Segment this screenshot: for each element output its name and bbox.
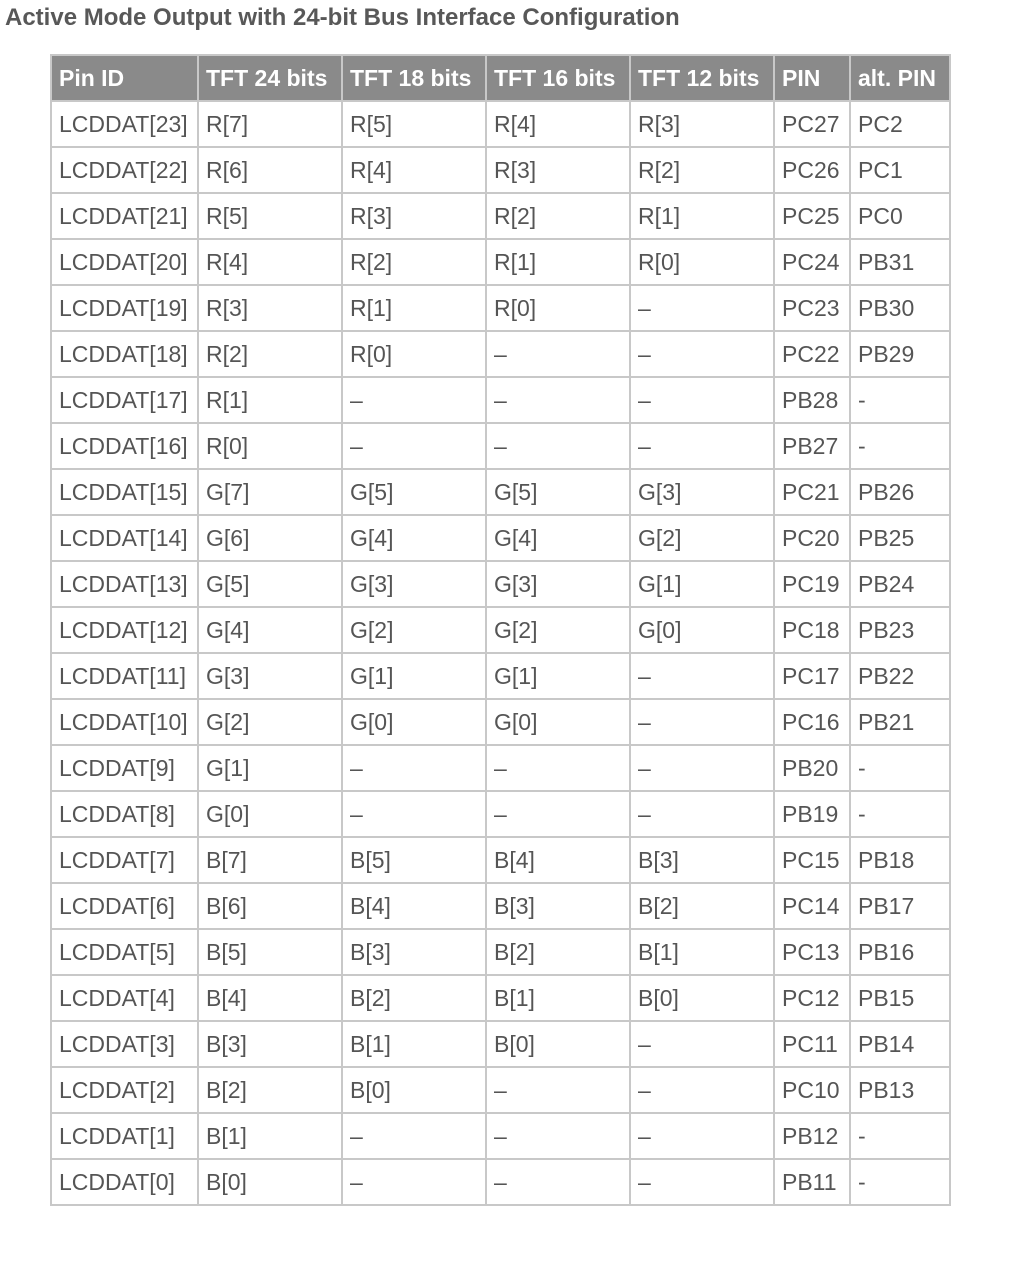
- cell-alt-pin: PC1: [850, 147, 950, 193]
- cell-tft-24-bits: R[0]: [198, 423, 342, 469]
- cell-tft-16-bits: –: [486, 377, 630, 423]
- cell-tft-12-bits: –: [630, 653, 774, 699]
- cell-tft-18-bits: R[4]: [342, 147, 486, 193]
- cell-tft-18-bits: B[5]: [342, 837, 486, 883]
- cell-tft-16-bits: –: [486, 423, 630, 469]
- cell-tft-18-bits: B[0]: [342, 1067, 486, 1113]
- cell-tft-24-bits: G[4]: [198, 607, 342, 653]
- table-row: [51, 975, 950, 1021]
- cell-tft-18-bits: G[0]: [342, 699, 486, 745]
- cell-tft-24-bits: R[1]: [198, 377, 342, 423]
- table-row: [51, 331, 950, 377]
- table-row: [51, 837, 950, 883]
- cell-pin: PC24: [774, 239, 850, 285]
- cell-tft-24-bits: G[7]: [198, 469, 342, 515]
- header-tft-18-bits: TFT 18 bits: [342, 55, 486, 101]
- cell-tft-16-bits: G[4]: [486, 515, 630, 561]
- cell-tft-12-bits: –: [630, 791, 774, 837]
- table-row: [51, 1021, 950, 1067]
- cell-tft-12-bits: B[0]: [630, 975, 774, 1021]
- cell-pin: PC22: [774, 331, 850, 377]
- cell-alt-pin: PC0: [850, 193, 950, 239]
- cell-pin: PB19: [774, 791, 850, 837]
- cell-tft-24-bits: B[3]: [198, 1021, 342, 1067]
- cell-pin: PB27: [774, 423, 850, 469]
- cell-tft-24-bits: R[5]: [198, 193, 342, 239]
- header-tft-24-bits: TFT 24 bits: [198, 55, 342, 101]
- cell-tft-12-bits: –: [630, 1113, 774, 1159]
- cell-tft-18-bits: B[1]: [342, 1021, 486, 1067]
- cell-tft-12-bits: –: [630, 1067, 774, 1113]
- cell-tft-12-bits: –: [630, 1159, 774, 1205]
- cell-alt-pin: PB16: [850, 929, 950, 975]
- cell-tft-16-bits: B[1]: [486, 975, 630, 1021]
- cell-tft-16-bits: –: [486, 1159, 630, 1205]
- header-pin: PIN: [774, 55, 850, 101]
- cell-tft-16-bits: G[0]: [486, 699, 630, 745]
- cell-tft-12-bits: –: [630, 1021, 774, 1067]
- cell-tft-16-bits: –: [486, 745, 630, 791]
- cell-pin-id: LCDDAT[18]: [51, 331, 198, 377]
- cell-pin: PB20: [774, 745, 850, 791]
- cell-tft-16-bits: R[4]: [486, 101, 630, 147]
- table-row: [51, 239, 950, 285]
- cell-pin: PC25: [774, 193, 850, 239]
- cell-pin-id: LCDDAT[15]: [51, 469, 198, 515]
- cell-tft-18-bits: R[3]: [342, 193, 486, 239]
- cell-alt-pin: PB15: [850, 975, 950, 1021]
- cell-pin-id: LCDDAT[10]: [51, 699, 198, 745]
- cell-tft-16-bits: –: [486, 331, 630, 377]
- cell-tft-24-bits: B[0]: [198, 1159, 342, 1205]
- cell-tft-12-bits: R[2]: [630, 147, 774, 193]
- cell-pin: PC20: [774, 515, 850, 561]
- cell-tft-16-bits: B[2]: [486, 929, 630, 975]
- cell-tft-16-bits: B[3]: [486, 883, 630, 929]
- cell-alt-pin: -: [850, 1159, 950, 1205]
- cell-tft-16-bits: R[3]: [486, 147, 630, 193]
- cell-pin-id: LCDDAT[0]: [51, 1159, 198, 1205]
- cell-alt-pin: PB23: [850, 607, 950, 653]
- cell-tft-12-bits: G[1]: [630, 561, 774, 607]
- table-row: [51, 653, 950, 699]
- table-row: [51, 607, 950, 653]
- header-tft-16-bits: TFT 16 bits: [486, 55, 630, 101]
- cell-alt-pin: -: [850, 791, 950, 837]
- cell-alt-pin: -: [850, 423, 950, 469]
- cell-tft-12-bits: –: [630, 699, 774, 745]
- cell-alt-pin: PB13: [850, 1067, 950, 1113]
- header-pin-id: Pin ID: [51, 55, 198, 101]
- cell-tft-16-bits: –: [486, 1113, 630, 1159]
- cell-tft-24-bits: B[7]: [198, 837, 342, 883]
- cell-alt-pin: PB30: [850, 285, 950, 331]
- cell-alt-pin: -: [850, 1113, 950, 1159]
- header-tft-12-bits: TFT 12 bits: [630, 55, 774, 101]
- table-row: [51, 147, 950, 193]
- table-row: [51, 515, 950, 561]
- cell-tft-24-bits: B[1]: [198, 1113, 342, 1159]
- cell-pin: PC16: [774, 699, 850, 745]
- table-row: [51, 929, 950, 975]
- cell-pin: PC26: [774, 147, 850, 193]
- cell-tft-12-bits: –: [630, 285, 774, 331]
- cell-alt-pin: PC2: [850, 101, 950, 147]
- cell-tft-16-bits: R[1]: [486, 239, 630, 285]
- cell-tft-16-bits: R[0]: [486, 285, 630, 331]
- cell-tft-12-bits: –: [630, 745, 774, 791]
- cell-tft-12-bits: B[3]: [630, 837, 774, 883]
- cell-tft-24-bits: G[6]: [198, 515, 342, 561]
- cell-pin-id: LCDDAT[4]: [51, 975, 198, 1021]
- table-row: [51, 1159, 950, 1205]
- cell-tft-24-bits: G[2]: [198, 699, 342, 745]
- cell-tft-16-bits: G[1]: [486, 653, 630, 699]
- cell-pin-id: LCDDAT[1]: [51, 1113, 198, 1159]
- cell-tft-24-bits: B[6]: [198, 883, 342, 929]
- table-body: [51, 101, 950, 1205]
- pin-mapping-table: [50, 54, 951, 1206]
- cell-tft-16-bits: R[2]: [486, 193, 630, 239]
- cell-tft-12-bits: –: [630, 377, 774, 423]
- cell-tft-16-bits: B[4]: [486, 837, 630, 883]
- cell-tft-18-bits: R[5]: [342, 101, 486, 147]
- cell-alt-pin: PB24: [850, 561, 950, 607]
- cell-alt-pin: PB22: [850, 653, 950, 699]
- cell-tft-18-bits: B[4]: [342, 883, 486, 929]
- cell-pin-id: LCDDAT[7]: [51, 837, 198, 883]
- cell-tft-24-bits: G[0]: [198, 791, 342, 837]
- cell-tft-18-bits: –: [342, 423, 486, 469]
- cell-tft-24-bits: B[5]: [198, 929, 342, 975]
- table-row: [51, 423, 950, 469]
- cell-pin-id: LCDDAT[5]: [51, 929, 198, 975]
- cell-pin: PC23: [774, 285, 850, 331]
- cell-alt-pin: PB17: [850, 883, 950, 929]
- cell-tft-18-bits: R[0]: [342, 331, 486, 377]
- cell-tft-24-bits: G[5]: [198, 561, 342, 607]
- cell-pin-id: LCDDAT[13]: [51, 561, 198, 607]
- cell-tft-12-bits: G[2]: [630, 515, 774, 561]
- cell-pin: PC19: [774, 561, 850, 607]
- header-row: [51, 55, 950, 101]
- cell-alt-pin: PB21: [850, 699, 950, 745]
- cell-tft-12-bits: G[3]: [630, 469, 774, 515]
- cell-tft-12-bits: G[0]: [630, 607, 774, 653]
- table-row: [51, 791, 950, 837]
- cell-tft-18-bits: –: [342, 745, 486, 791]
- cell-pin: PC15: [774, 837, 850, 883]
- cell-alt-pin: -: [850, 745, 950, 791]
- cell-tft-16-bits: G[5]: [486, 469, 630, 515]
- cell-tft-12-bits: B[2]: [630, 883, 774, 929]
- cell-tft-18-bits: G[1]: [342, 653, 486, 699]
- cell-pin-id: LCDDAT[17]: [51, 377, 198, 423]
- cell-pin: PB12: [774, 1113, 850, 1159]
- cell-pin-id: LCDDAT[11]: [51, 653, 198, 699]
- cell-pin-id: LCDDAT[14]: [51, 515, 198, 561]
- cell-pin: PC12: [774, 975, 850, 1021]
- cell-tft-12-bits: B[1]: [630, 929, 774, 975]
- table-header: [51, 55, 950, 101]
- table-row: [51, 1113, 950, 1159]
- cell-tft-12-bits: R[0]: [630, 239, 774, 285]
- table-row: [51, 883, 950, 929]
- cell-alt-pin: PB26: [850, 469, 950, 515]
- cell-tft-12-bits: –: [630, 423, 774, 469]
- cell-pin: PB11: [774, 1159, 850, 1205]
- cell-tft-24-bits: R[7]: [198, 101, 342, 147]
- table-row: [51, 745, 950, 791]
- cell-tft-18-bits: G[2]: [342, 607, 486, 653]
- cell-tft-24-bits: G[3]: [198, 653, 342, 699]
- cell-pin-id: LCDDAT[23]: [51, 101, 198, 147]
- cell-tft-24-bits: B[2]: [198, 1067, 342, 1113]
- cell-pin: PC21: [774, 469, 850, 515]
- cell-alt-pin: PB31: [850, 239, 950, 285]
- cell-tft-18-bits: –: [342, 1113, 486, 1159]
- cell-tft-16-bits: –: [486, 791, 630, 837]
- table-row: [51, 699, 950, 745]
- cell-tft-12-bits: R[3]: [630, 101, 774, 147]
- cell-pin: PB28: [774, 377, 850, 423]
- cell-tft-24-bits: G[1]: [198, 745, 342, 791]
- cell-tft-24-bits: R[2]: [198, 331, 342, 377]
- table-row: [51, 285, 950, 331]
- cell-tft-16-bits: G[2]: [486, 607, 630, 653]
- cell-pin-id: LCDDAT[6]: [51, 883, 198, 929]
- cell-tft-18-bits: R[1]: [342, 285, 486, 331]
- header-alt-pin: alt. PIN: [850, 55, 950, 101]
- cell-alt-pin: PB29: [850, 331, 950, 377]
- cell-pin: PC18: [774, 607, 850, 653]
- cell-pin: PC27: [774, 101, 850, 147]
- cell-tft-16-bits: G[3]: [486, 561, 630, 607]
- cell-tft-24-bits: B[4]: [198, 975, 342, 1021]
- cell-pin: PC13: [774, 929, 850, 975]
- cell-alt-pin: PB25: [850, 515, 950, 561]
- table-row: [51, 1067, 950, 1113]
- table-row: [51, 377, 950, 423]
- cell-tft-18-bits: B[3]: [342, 929, 486, 975]
- cell-tft-18-bits: G[4]: [342, 515, 486, 561]
- cell-tft-18-bits: R[2]: [342, 239, 486, 285]
- cell-tft-18-bits: G[3]: [342, 561, 486, 607]
- cell-alt-pin: PB18: [850, 837, 950, 883]
- cell-tft-18-bits: –: [342, 1159, 486, 1205]
- cell-pin: PC11: [774, 1021, 850, 1067]
- cell-pin: PC17: [774, 653, 850, 699]
- cell-pin-id: LCDDAT[22]: [51, 147, 198, 193]
- cell-pin-id: LCDDAT[21]: [51, 193, 198, 239]
- cell-pin-id: LCDDAT[8]: [51, 791, 198, 837]
- cell-tft-24-bits: R[4]: [198, 239, 342, 285]
- cell-alt-pin: PB14: [850, 1021, 950, 1067]
- table-row: [51, 101, 950, 147]
- page-title: Active Mode Output with 24-bit Bus Interface Configuration: [5, 4, 680, 31]
- cell-tft-18-bits: G[5]: [342, 469, 486, 515]
- cell-pin: PC14: [774, 883, 850, 929]
- cell-pin-id: LCDDAT[20]: [51, 239, 198, 285]
- cell-tft-16-bits: B[0]: [486, 1021, 630, 1067]
- cell-tft-16-bits: –: [486, 1067, 630, 1113]
- cell-tft-12-bits: –: [630, 331, 774, 377]
- table-row: [51, 561, 950, 607]
- cell-alt-pin: -: [850, 377, 950, 423]
- table-row: [51, 193, 950, 239]
- cell-pin-id: LCDDAT[19]: [51, 285, 198, 331]
- cell-pin-id: LCDDAT[2]: [51, 1067, 198, 1113]
- cell-tft-18-bits: –: [342, 791, 486, 837]
- cell-pin: PC10: [774, 1067, 850, 1113]
- cell-pin-id: LCDDAT[9]: [51, 745, 198, 791]
- cell-tft-24-bits: R[3]: [198, 285, 342, 331]
- table-row: [51, 469, 950, 515]
- cell-tft-18-bits: B[2]: [342, 975, 486, 1021]
- cell-tft-18-bits: –: [342, 377, 486, 423]
- cell-pin-id: LCDDAT[16]: [51, 423, 198, 469]
- cell-tft-12-bits: R[1]: [630, 193, 774, 239]
- cell-pin-id: LCDDAT[3]: [51, 1021, 198, 1067]
- cell-pin-id: LCDDAT[12]: [51, 607, 198, 653]
- cell-tft-24-bits: R[6]: [198, 147, 342, 193]
